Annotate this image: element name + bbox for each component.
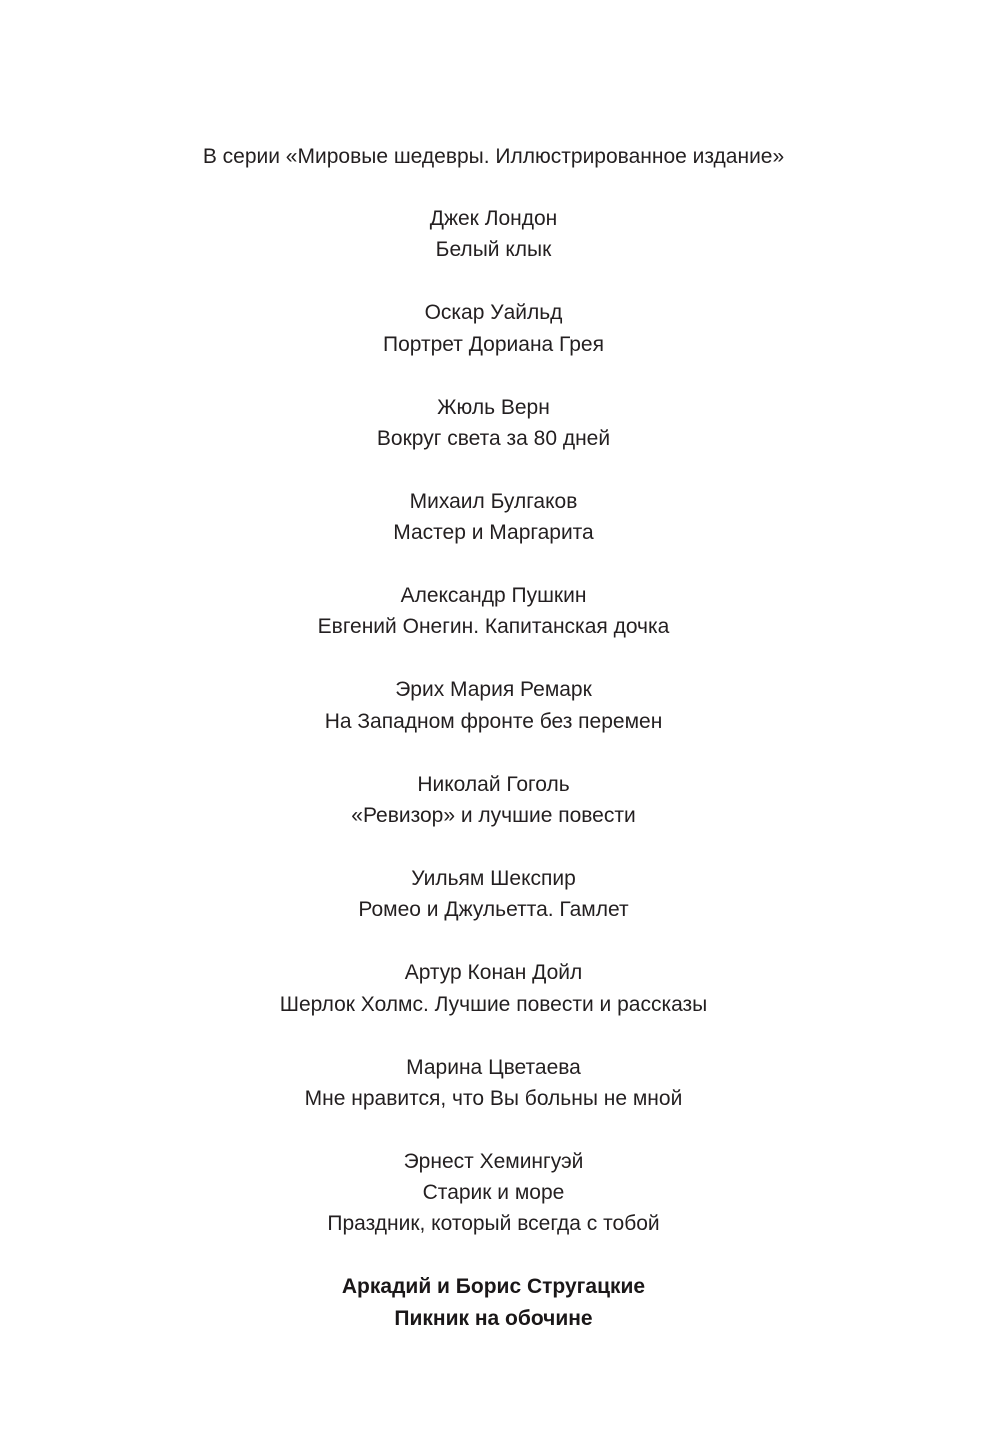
book-entry [0, 1052, 987, 1115]
book-title: Старик и море [422, 1181, 565, 1205]
book-entry [0, 674, 987, 737]
book-title: Праздник, который всегда с тобой [327, 1212, 660, 1236]
book-entry [0, 769, 987, 832]
book-title: Вокруг света за 80 дней [376, 426, 611, 450]
book-title: Мне нравится, что Вы больны не мной [304, 1086, 683, 1110]
book-entry [0, 203, 987, 266]
author-name: Артур Конан Дойл [404, 961, 583, 985]
author-name: Жюль Верн [437, 395, 550, 419]
book-title: Портрет Дориана Грея [383, 332, 604, 356]
book-list [0, 203, 987, 1366]
book-entry [0, 1146, 987, 1240]
author-name: Уильям Шекспир [411, 866, 576, 890]
book-title: Мастер и Маргарита [393, 521, 594, 545]
author-name: Оскар Уайльд [424, 301, 563, 325]
book-title: На Западном фронте без перемен [324, 709, 663, 733]
book-title: Евгений Онегин. Капитанская дочка [317, 615, 670, 639]
author-name: Эрнест Хемингуэй [403, 1149, 584, 1173]
author-name: Аркадий и Борис Стругацкие [341, 1275, 646, 1299]
featured-book-entry [0, 1271, 987, 1334]
author-name: Эрих Мария Ремарк [395, 678, 592, 702]
series-title: В серии «Мировые шедевры. Иллюстрированное издание» [202, 145, 785, 168]
author-name: Михаил Булгаков [409, 489, 578, 513]
book-entry [0, 486, 987, 549]
book-entry [0, 863, 987, 926]
author-name: Марина Цветаева [406, 1055, 581, 1079]
book-title: Шерлок Холмс. Лучшие повести и рассказы [279, 992, 708, 1016]
book-entry [0, 392, 987, 455]
book-entry [0, 957, 987, 1020]
author-name: Джек Лондон [429, 207, 558, 230]
book-title: Пикник на обочине [394, 1306, 593, 1330]
book-entry [0, 297, 987, 360]
book-entry [0, 580, 987, 643]
book-title: Белый клык [435, 238, 552, 262]
book-title: «Ревизор» и лучшие повести [351, 803, 636, 827]
book-title: Ромео и Джульетта. Гамлет [358, 898, 629, 922]
author-name: Александр Пушкин [400, 584, 587, 608]
author-name: Николай Гоголь [417, 772, 570, 796]
